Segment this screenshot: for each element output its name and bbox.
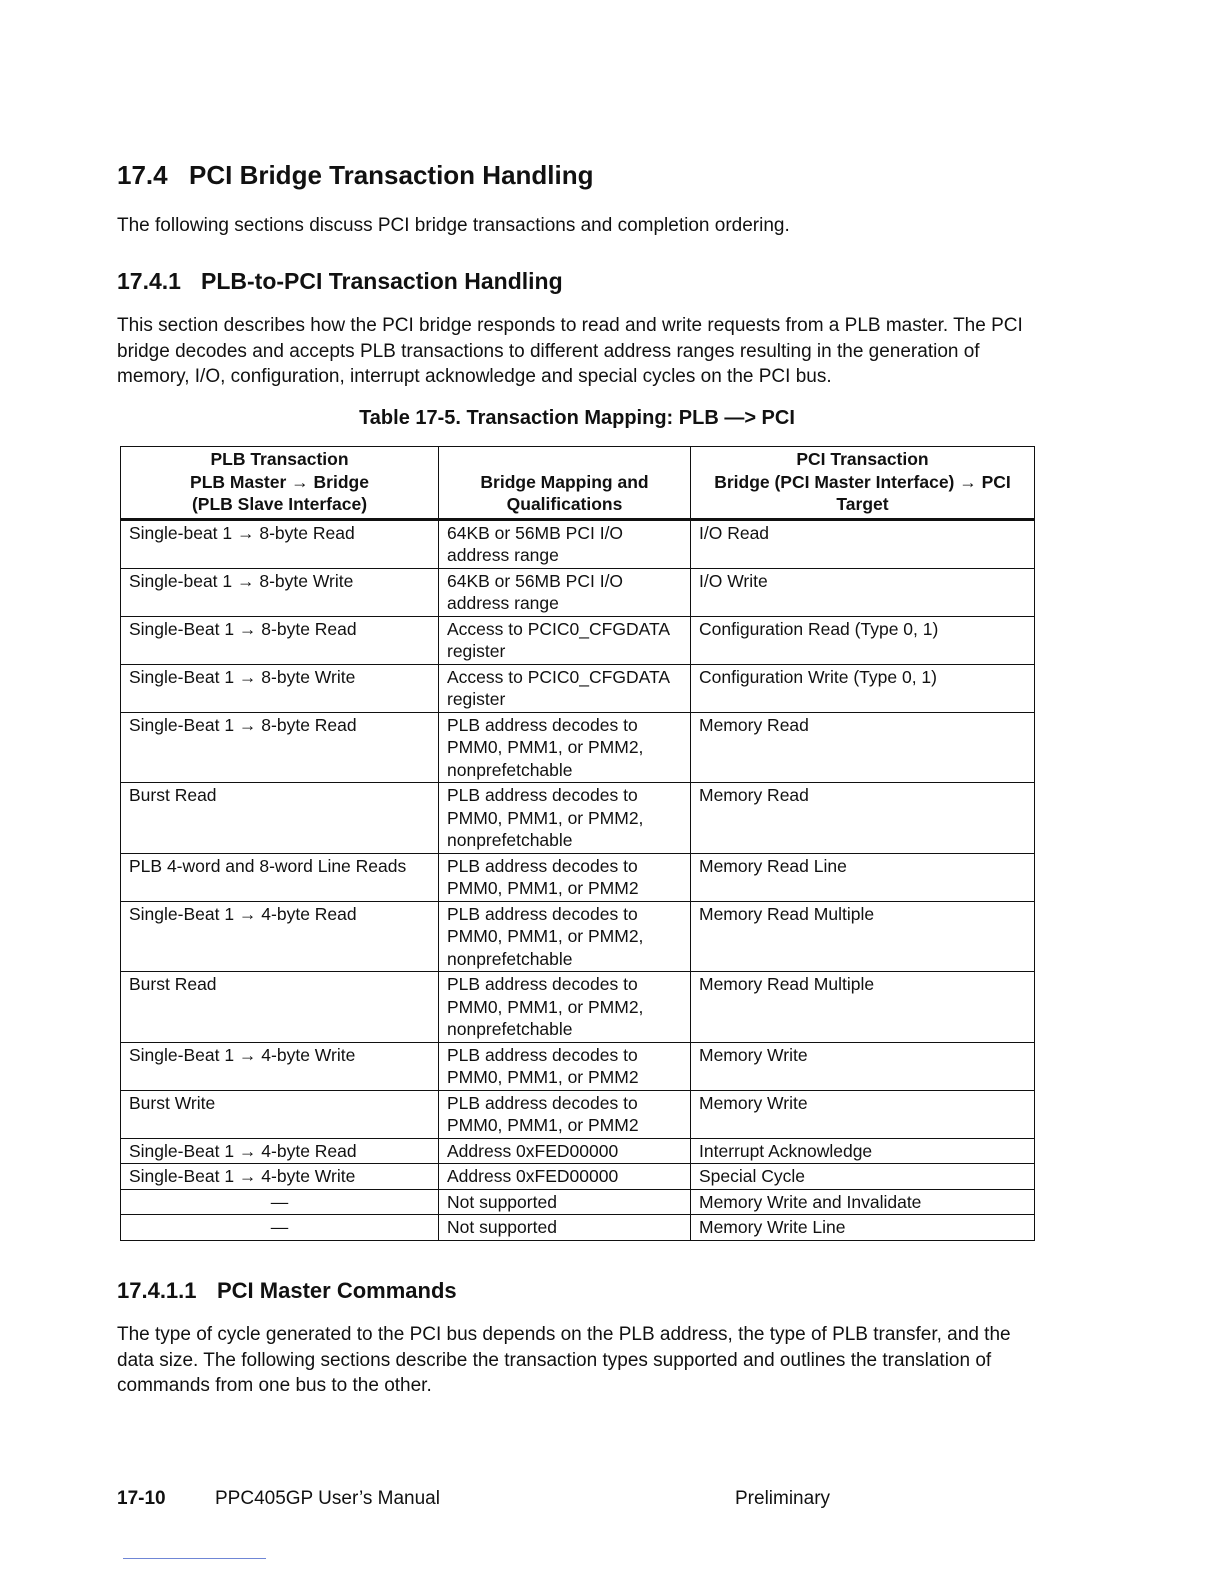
table-row — [121, 1138, 1035, 1164]
cell-pci-transaction: Memory Read Multiple — [691, 901, 1035, 972]
section-heading — [117, 160, 594, 191]
mapping-line: Not supported — [447, 1217, 557, 1237]
mapping-line: nonprefetchable — [447, 1019, 573, 1039]
mapping-line: PMM0, PMM1, or PMM2, — [447, 926, 644, 946]
cell-pci-transaction: Memory Write Line — [691, 1215, 1035, 1241]
cell-bridge-mapping — [439, 1042, 691, 1090]
table-caption: Table 17-5. Transaction Mapping: PLB —> PCI — [359, 407, 795, 429]
subsubsection-title: PCI Master Commands — [217, 1278, 457, 1303]
section-intro-paragraph: The following sections discuss PCI bridge transactions and completion ordering. — [117, 215, 790, 236]
section-title: PCI Bridge Transaction Handling — [189, 160, 594, 190]
cell-plb-transaction: Single-Beat 1 → 8-byte Read — [121, 616, 439, 664]
mapping-line: nonprefetchable — [447, 830, 573, 850]
bottom-rule — [123, 1558, 266, 1559]
cell-bridge-mapping — [439, 1090, 691, 1138]
cell-pci-transaction: Memory Write and Invalidate — [691, 1189, 1035, 1215]
header-pci-transaction: PCI Transaction Bridge (PCI Master Interface) → PCI Target — [691, 447, 1035, 520]
subsection-heading — [117, 268, 563, 295]
cell-plb-transaction: Single-Beat 1 → 4-byte Write — [121, 1042, 439, 1090]
cell-bridge-mapping — [439, 783, 691, 854]
cell-pci-transaction: Memory Read Line — [691, 853, 1035, 901]
cell-bridge-mapping — [439, 972, 691, 1043]
table-row — [121, 972, 1035, 1043]
subsection-paragraph: This section describes how the PCI bridge responds to read and write requests from a PLB master. The PCI bridge decodes and accepts PLB transactions to different address ranges resulting in the generation of memory, I/O, configuration, interrupt acknowledge and special cycles on the PCI bus. — [117, 315, 1023, 387]
cell-plb-transaction: Burst Write — [121, 1090, 439, 1138]
cell-pci-transaction: Special Cycle — [691, 1164, 1035, 1190]
cell-pci-transaction: Memory Read — [691, 712, 1035, 783]
subsection-title: PLB-to-PCI Transaction Handling — [201, 268, 563, 294]
mapping-line: register — [447, 689, 506, 709]
cell-bridge-mapping — [439, 1138, 691, 1164]
section-number: 17.4 — [117, 160, 168, 190]
mapping-line: address range — [447, 593, 559, 613]
cell-pci-transaction: Memory Write — [691, 1042, 1035, 1090]
footer-status: Preliminary — [735, 1488, 831, 1509]
mapping-line: address range — [447, 545, 559, 565]
cell-pci-transaction: Memory Read Multiple — [691, 972, 1035, 1043]
cell-plb-transaction: Single-Beat 1 → 8-byte Read — [121, 712, 439, 783]
mapping-line: PMM0, PMM1, or PMM2, — [447, 996, 644, 1017]
subsection-number: 17.4.1 — [117, 268, 181, 294]
mapping-line: PLB address decodes to — [447, 974, 638, 994]
mapping-line: PMM0, PMM1, or PMM2, — [447, 737, 644, 757]
mapping-line: 64KB or 56MB PCI I/O — [447, 570, 624, 591]
mapping-line: PMM0, PMM1, or PMM2, — [447, 807, 644, 828]
table-row — [121, 1164, 1035, 1190]
cell-plb-transaction: Burst Read — [121, 783, 439, 854]
cell-plb-transaction: Single-beat 1 → 8-byte Read — [121, 519, 439, 568]
table-row — [121, 1215, 1035, 1241]
cell-bridge-mapping — [439, 1215, 691, 1241]
mapping-line: Access to PCIC0_CFGDATA — [447, 618, 671, 639]
mapping-line: nonprefetchable — [447, 759, 573, 780]
table-row — [121, 901, 1035, 972]
mapping-line: PLB address decodes to — [447, 714, 638, 735]
cell-pci-transaction: Memory Read — [691, 783, 1035, 854]
mapping-line: PLB address decodes to — [447, 903, 638, 924]
cell-plb-transaction: Single-Beat 1 → 4-byte Write — [121, 1164, 439, 1190]
mapping-line: Address 0xFED00000 — [447, 1166, 619, 1186]
mapping-line: register — [447, 641, 506, 661]
table-row — [121, 616, 1035, 664]
cell-bridge-mapping — [439, 1189, 691, 1215]
cell-pci-transaction: Interrupt Acknowledge — [691, 1138, 1035, 1164]
mapping-line: Access to PCIC0_CFGDATA — [447, 666, 671, 687]
mapping-line: PMM0, PMM1, or PMM2 — [447, 1067, 639, 1087]
subsubsection-heading — [117, 1278, 457, 1304]
cell-bridge-mapping — [439, 616, 691, 664]
cell-bridge-mapping — [439, 664, 691, 712]
table-body — [121, 519, 1035, 1240]
table-row — [121, 568, 1035, 616]
mapping-line: 64KB or 56MB PCI I/O — [447, 522, 624, 543]
transaction-mapping-table — [120, 446, 1035, 1241]
cell-plb-transaction: Single-Beat 1 → 8-byte Write — [121, 664, 439, 712]
cell-pci-transaction: Configuration Write (Type 0, 1) — [691, 664, 1035, 712]
mapping-line: Not supported — [447, 1191, 557, 1212]
table-row — [121, 1189, 1035, 1215]
cell-bridge-mapping — [439, 901, 691, 972]
cell-pci-transaction: I/O Read — [691, 519, 1035, 568]
table-row — [121, 519, 1035, 568]
subsubsection-number: 17.4.1.1 — [117, 1278, 197, 1303]
cell-bridge-mapping — [439, 853, 691, 901]
cell-plb-transaction: Single-Beat 1 → 4-byte Read — [121, 1138, 439, 1164]
subsubsection-paragraph: The type of cycle generated to the PCI bus depends on the PLB address, the type of PLB transfer, and the data size. The following sections describe the transaction types supported and outlines the translation of commands from one bus to the other. — [117, 1324, 1011, 1396]
footer-manual-title: PPC405GP User’s Manual — [215, 1488, 440, 1509]
table-header-row — [121, 447, 1035, 520]
cell-pci-transaction: I/O Write — [691, 568, 1035, 616]
cell-plb-transaction: — — [121, 1215, 439, 1241]
mapping-line: PLB address decodes to — [447, 855, 638, 876]
cell-bridge-mapping — [439, 519, 691, 568]
mapping-line: PMM0, PMM1, or PMM2 — [447, 1115, 639, 1135]
cell-plb-transaction: PLB 4-word and 8-word Line Reads — [121, 853, 439, 901]
mapping-line: nonprefetchable — [447, 948, 573, 969]
footer-page-number: 17-10 — [117, 1488, 166, 1509]
mapping-line: PLB address decodes to — [447, 1044, 638, 1065]
cell-plb-transaction: Single-Beat 1 → 4-byte Read — [121, 901, 439, 972]
mapping-line: PMM0, PMM1, or PMM2 — [447, 878, 639, 898]
table-row — [121, 1090, 1035, 1138]
cell-bridge-mapping — [439, 712, 691, 783]
cell-pci-transaction: Configuration Read (Type 0, 1) — [691, 616, 1035, 664]
cell-plb-transaction: Single-beat 1 → 8-byte Write — [121, 568, 439, 616]
header-plb-transaction: PLB Transaction PLB Master → Bridge (PLB Slave Interface) — [121, 447, 439, 520]
table-row — [121, 783, 1035, 854]
header-bridge-mapping: Bridge Mapping and Qualifications — [439, 447, 691, 520]
mapping-line: PLB address decodes to — [447, 1092, 638, 1113]
table-row — [121, 712, 1035, 783]
cell-pci-transaction: Memory Write — [691, 1090, 1035, 1138]
table-row — [121, 853, 1035, 901]
table-row — [121, 1042, 1035, 1090]
cell-bridge-mapping — [439, 1164, 691, 1190]
mapping-line: PLB address decodes to — [447, 785, 638, 805]
cell-bridge-mapping — [439, 568, 691, 616]
cell-plb-transaction: Burst Read — [121, 972, 439, 1043]
cell-plb-transaction: — — [121, 1189, 439, 1215]
mapping-line: Address 0xFED00000 — [447, 1140, 619, 1161]
table-row — [121, 664, 1035, 712]
